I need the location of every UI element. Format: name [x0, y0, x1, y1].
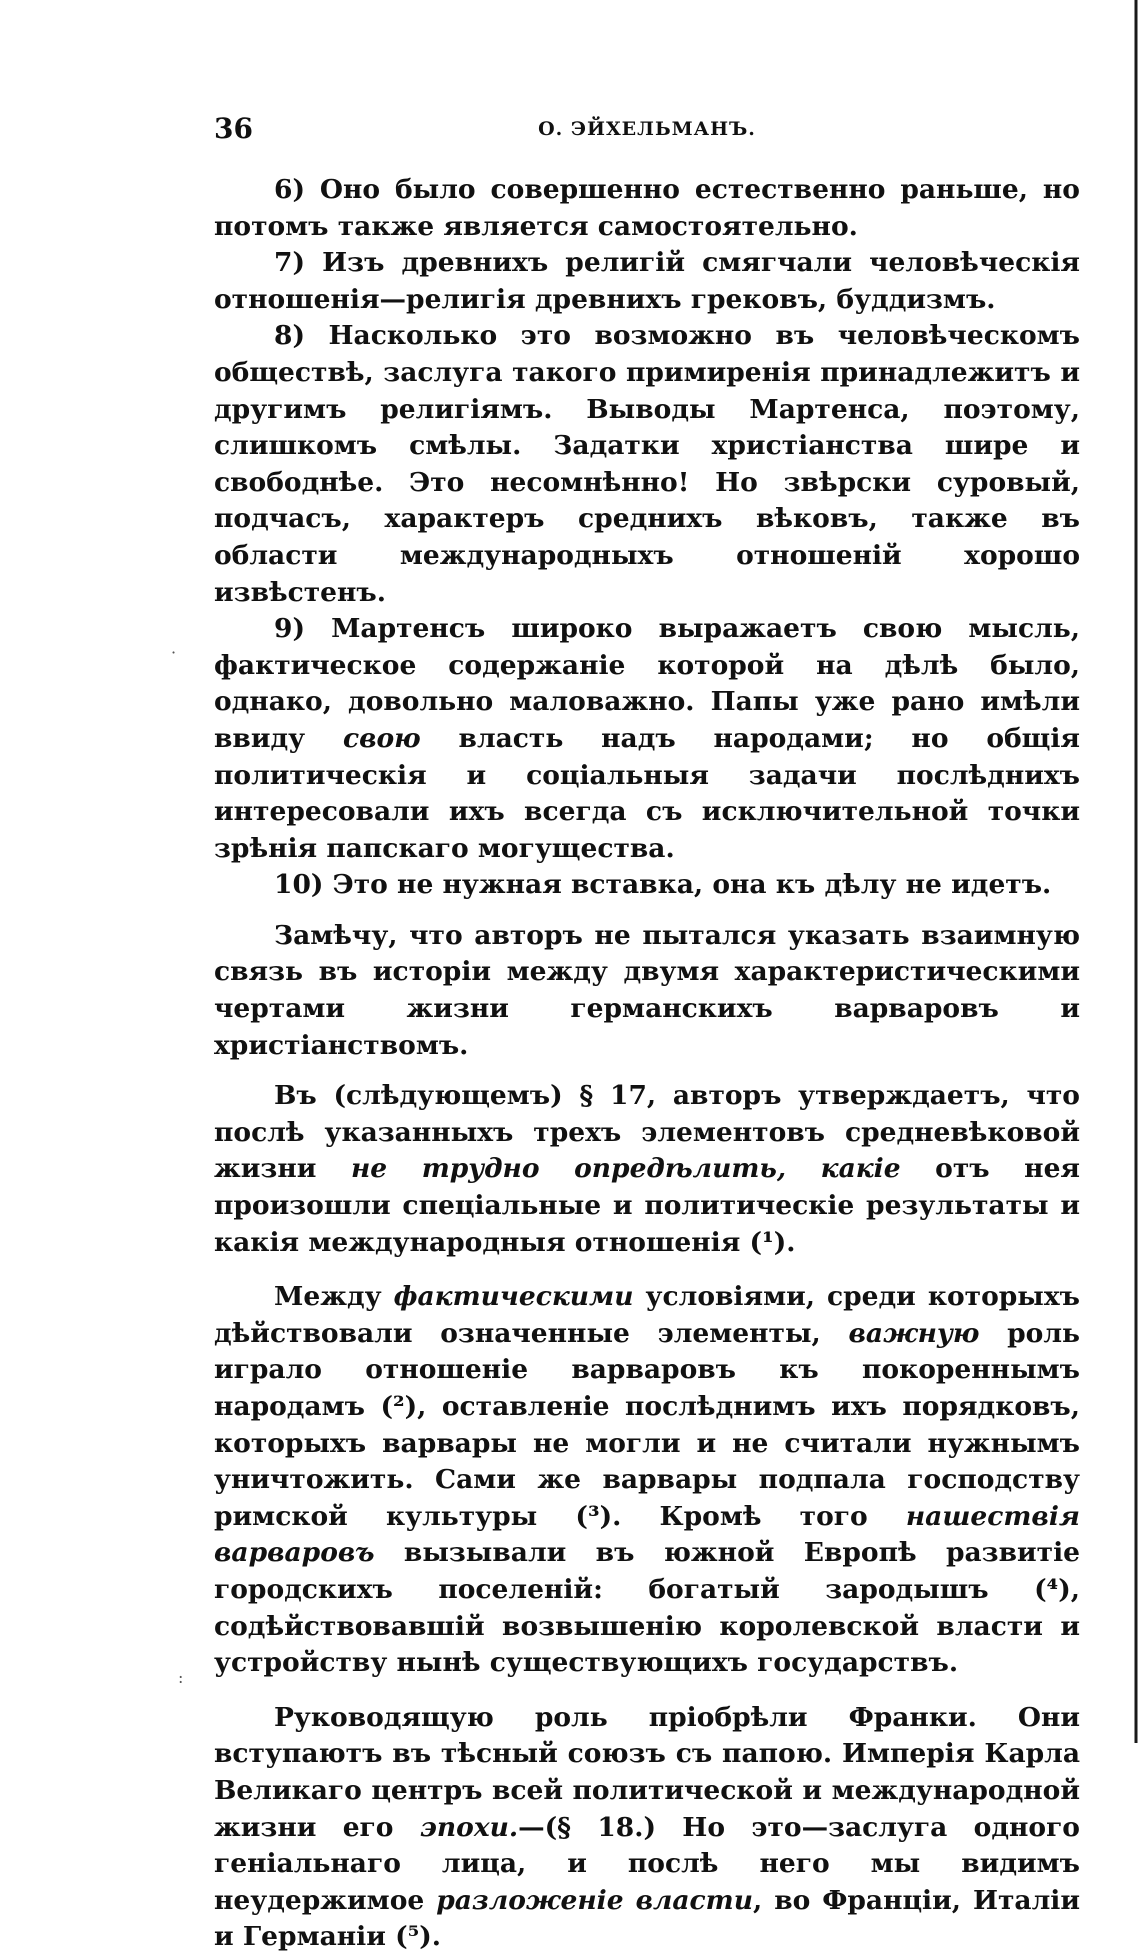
text-run: власть надъ народами; но общія политическія и соціальныя задачи послѣднихъ интересовали ихъ всегда съ исключительной точки зрѣнія папскаго могущества. [214, 722, 1080, 864]
text-run: отъ нея произошли спеціальные и политическіе результаты и какія международныя отношенія (¹). [214, 1153, 1081, 1258]
paragraph [214, 611, 1080, 867]
running-head: О. ЭЙХЕЛЬМАНЪ. [538, 118, 756, 140]
text-run: Замѣчу, что авторъ не пытался указать взаимную связь въ исторіи между двумя характеристическими чертами жизни германскихъ варваровъ и христіанствомъ. [214, 919, 1080, 1061]
paragraph [214, 1078, 1080, 1261]
page-number: 36 [214, 112, 253, 145]
margin-mark: · [171, 643, 177, 662]
italic-text: не трудно опредѣлить, какіе [350, 1153, 901, 1185]
page-header [214, 112, 1080, 152]
italic-text: разложеніе власти [436, 1884, 753, 1916]
text-run: Въ (слѣдующемъ) § 17, авторъ утверждаетъ, что послѣ указанныхъ трехъ элементовъ средневѣковой жизни [214, 1080, 1080, 1185]
margin-mark: : [178, 1668, 184, 1687]
italic-text: важную [848, 1317, 980, 1349]
italic-text: нашествія варваровъ [214, 1500, 1080, 1569]
text-run: 6) Оно было совершенно естественно раньше, но потомъ также является самостоятельно. [214, 174, 1080, 242]
scan-edge-line [1128, 0, 1140, 1743]
paragraph [214, 318, 1080, 611]
text-run: роль играло отношеніе варваровъ къ покореннымъ народамъ (²), оставленіе послѣднимъ ихъ порядковъ, которыхъ варвары не могли и не считали нужнымъ уничтожить. Сами же варвары подпала господству римской культуры (³). Кромѣ того [214, 1317, 1080, 1532]
paragraph [214, 1700, 1080, 1956]
italic-text: фактическими [393, 1281, 634, 1313]
italic-text: эпохи. [419, 1811, 519, 1843]
text-run: Руководящую роль пріобрѣли Франки. Они вступаютъ въ тѣсный союзъ съ папою. Имперія Карла Великаго центръ всей политической и международной жизни его [214, 1701, 1080, 1843]
paragraph [214, 918, 1080, 1064]
text-run: вызывали въ южной Европѣ развитіе городскихъ поселеній: богатый зародышъ (⁴), содѣйствовавшій возвышенію королевской власти и устройству нынѣ существующихъ государствъ. [214, 1537, 1080, 1679]
text-run: Между [274, 1281, 394, 1313]
text-run: , во Франціи, Италіи и Германіи (⁵). [214, 1884, 1081, 1953]
paragraph [214, 1279, 1080, 1682]
text-run: 8) Насколько это возможно въ человѣческомъ обществѣ, заслуга такого примиренія принадлежитъ и другимъ религіямъ. Выводы Мартенса, поэтому, слишкомъ смѣлы. Задатки христіанства шире и свободнѣе. Это несомнѣнно! Но звѣрски суровый, подчасъ, характеръ среднихъ вѣковъ, также въ области международныхъ отношеній хорошо извѣстенъ. [214, 320, 1080, 608]
text-run: условіями, среди которыхъ дѣйствовали означенные элементы, [214, 1281, 1080, 1349]
paragraph [214, 867, 1080, 904]
paragraph [214, 245, 1080, 318]
paragraph [214, 172, 1080, 245]
italic-text: свою [342, 722, 421, 754]
text-run: 10) Это не нужная вставка, она къ дѣлу не идетъ. [274, 869, 1052, 901]
text-run: 9) Мартенсъ широко выражаетъ свою мысль, фактическое содержаніе которой на дѣлѣ было, однако, довольно маловажно. Папы уже рано имѣли ввиду [214, 613, 1080, 754]
body-text [214, 172, 1080, 1956]
text-run: —(§ 18.) Но это—заслуга одного геніальнаго лица, и послѣ него мы видимъ неудержимое [214, 1811, 1080, 1916]
text-run: 7) Изъ древнихъ религій смягчали человѣческія отношенія—религія древнихъ грековъ, буддизмъ. [214, 247, 1080, 315]
